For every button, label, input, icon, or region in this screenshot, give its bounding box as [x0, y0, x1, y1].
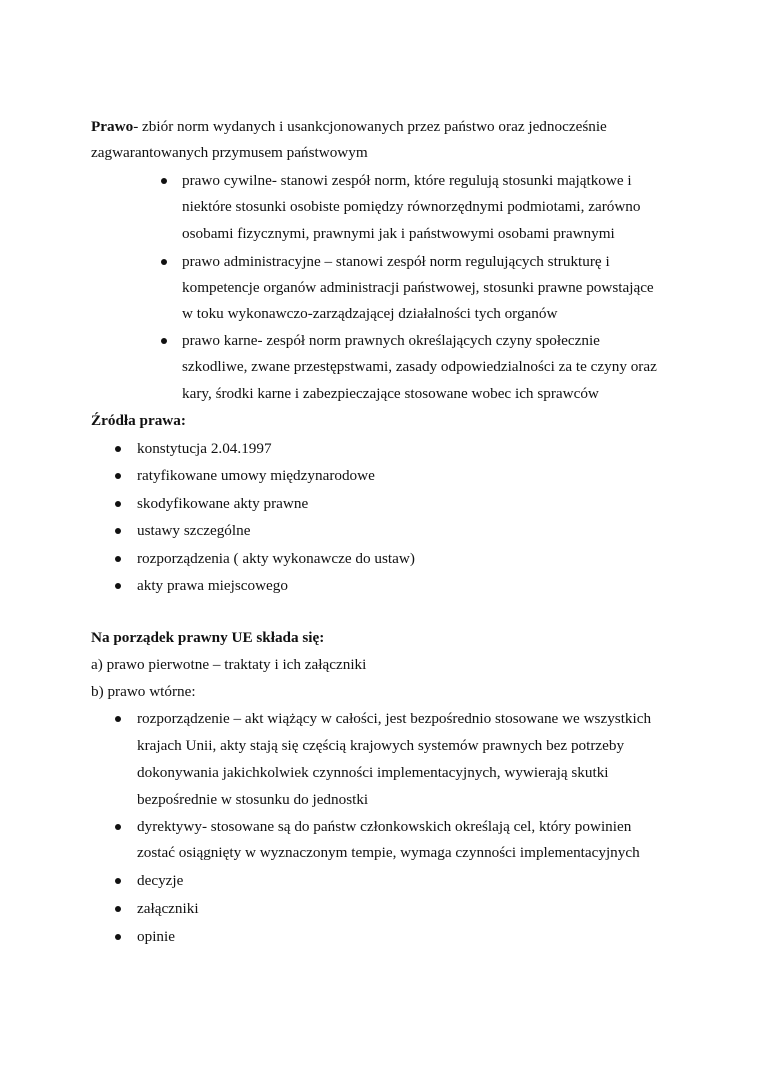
branch-criminal-line-1: prawo karne- zespół norm prawnych określających czyny społecznie	[182, 332, 600, 349]
source-item: ustawy szczególne	[137, 522, 251, 539]
definition-line-1	[91, 117, 607, 137]
eu-directive-line-2: zostać osiągnięty w wyznaczonym tempie, wymaga czynności implementacyjnych	[137, 844, 640, 861]
source-item: ratyfikowane umowy międzynarodowe	[137, 467, 375, 484]
branch-criminal-line-2: szkodliwe, zwane przestępstwami, zasady odpowiedzialności za te czyny oraz	[182, 358, 657, 375]
source-item: konstytucja 2.04.1997	[137, 440, 272, 457]
source-item: skodyfikowane akty prawne	[137, 495, 309, 512]
bullet-icon	[115, 878, 121, 884]
branch-admin-line-2: kompetencje organów administracji państwowej, stosunki prawne powstające	[182, 279, 654, 296]
source-item: rozporządzenia ( akty wykonawcze do ustaw)	[137, 550, 415, 567]
definition-text-1: - zbiór norm wydanych i usankcjonowanych przez państwo oraz jednocześnie	[133, 118, 607, 135]
sources-heading: Źródła prawa:	[91, 412, 186, 429]
bullet-icon	[115, 446, 121, 452]
eu-regulation-line-1: rozporządzenie – akt wiążący w całości, jest bezpośrednio stosowane we wszystkich	[137, 710, 652, 727]
branch-admin-line-1: prawo administracyjne – stanowi zespół norm regulujących strukturę i	[182, 253, 610, 270]
bullet-icon	[115, 583, 121, 589]
branch-civil-line-3: osobami fizycznymi, prawnymi jak i państwowymi osobami prawnymi	[182, 225, 615, 242]
bullet-icon	[115, 473, 121, 479]
bullet-icon	[161, 338, 167, 344]
eu-secondary-law: b) prawo wtórne:	[91, 683, 196, 700]
eu-primary-law: a) prawo pierwotne – traktaty i ich załączniki	[91, 656, 367, 673]
bullet-icon	[115, 716, 121, 722]
bullet-icon	[161, 259, 167, 265]
branch-civil-line-2: niektóre stosunki osobiste pomiędzy równorzędnymi podmiotami, zarówno	[182, 198, 641, 215]
branch-admin-line-3: w toku wykonawczo-zarządzającej działalności tych organów	[182, 305, 558, 322]
bullet-icon	[115, 906, 121, 912]
source-item: akty prawa miejscowego	[137, 577, 288, 594]
eu-heading: Na porządek prawny UE składa się:	[91, 629, 325, 646]
bullet-icon	[115, 556, 121, 562]
eu-other-item: załączniki	[137, 900, 199, 917]
branch-civil-line-1: prawo cywilne- stanowi zespół norm, które regulują stosunki majątkowe i	[182, 172, 632, 189]
eu-regulation-line-3: dokonywania jakichkolwiek czynności implementacyjnych, wywierają skutki	[137, 764, 609, 781]
bullet-icon	[115, 824, 121, 830]
definition-line-2: zagwarantowanych przymusem państwowym	[91, 144, 368, 161]
bullet-icon	[161, 178, 167, 184]
eu-regulation-line-4: bezpośrednie w stosunku do jednostki	[137, 791, 369, 808]
bullet-icon	[115, 934, 121, 940]
branch-criminal-line-3: kary, środki karne i zabezpieczające stosowane wobec ich sprawców	[182, 385, 599, 402]
bullet-icon	[115, 528, 121, 534]
eu-directive-line-1: dyrektywy- stosowane są do państw członkowskich określają cel, który powinien	[137, 818, 632, 835]
bullet-icon	[115, 501, 121, 507]
eu-other-item: decyzje	[137, 872, 184, 889]
definition-term: Prawo	[91, 118, 134, 135]
eu-regulation-line-2: krajach Unii, akty stają się częścią krajowych systemów prawnych bez potrzeby	[137, 737, 625, 754]
eu-other-item: opinie	[137, 928, 175, 945]
